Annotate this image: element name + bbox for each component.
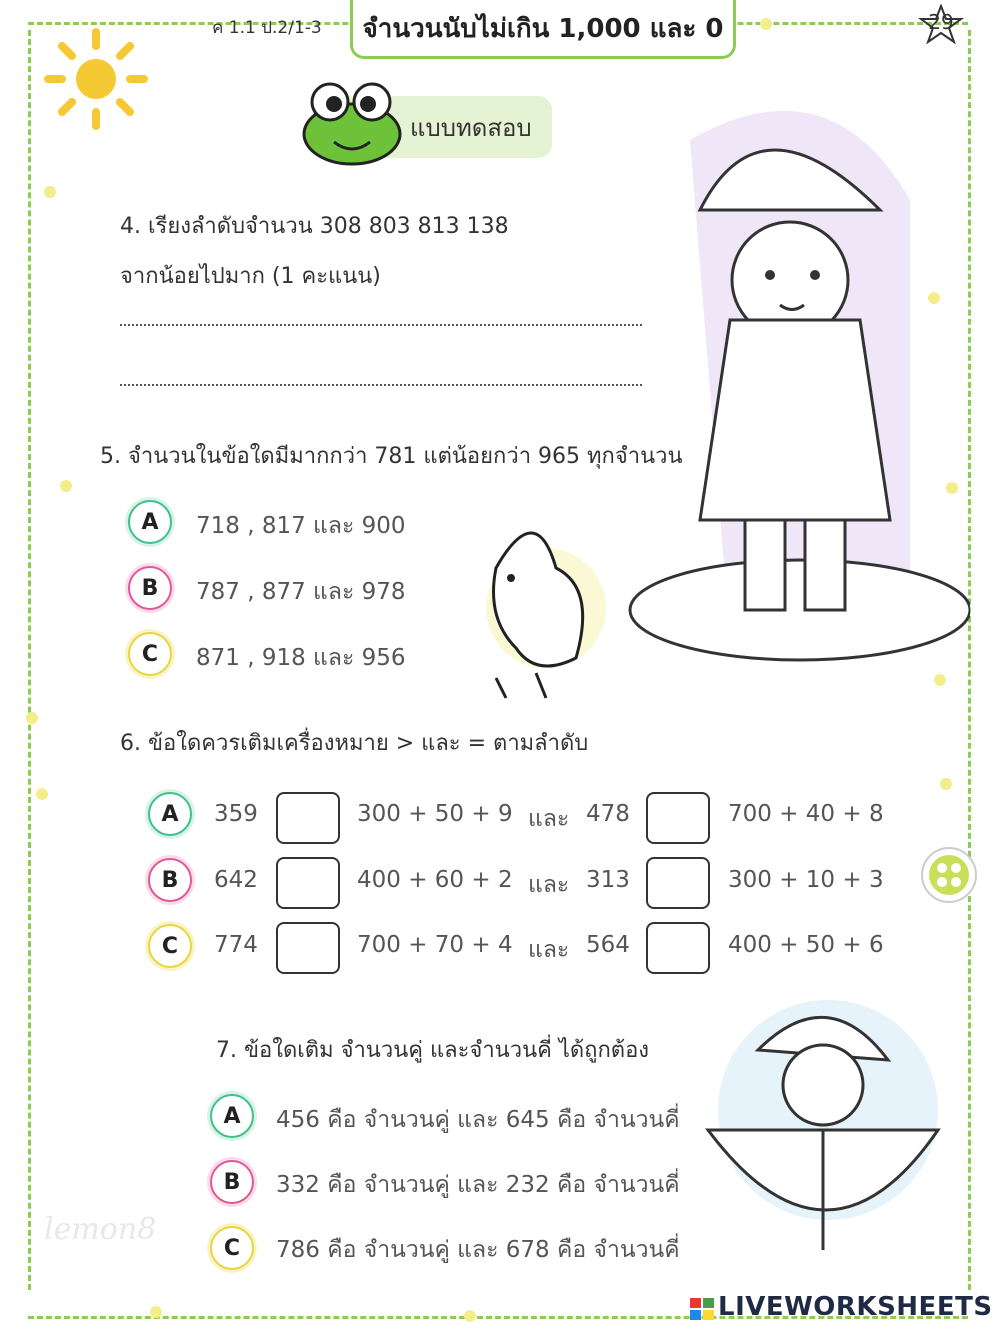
q5-option-a-text: 718 , 817 และ 900 bbox=[196, 513, 406, 539]
question-5-text: 5. จำนวนในข้อใดมีมากกว่า 781 แต่น้อยกว่า 965 ทุกจำนวน bbox=[100, 444, 683, 469]
question-7-text: 7. ข้อใดเติม จำนวนคู่ และจำนวนคี่ ได้ถูกต้อง bbox=[216, 1038, 650, 1063]
q6-c-number2: 564 bbox=[586, 932, 630, 958]
q6-a-answer-box-2[interactable] bbox=[646, 792, 710, 844]
q6-choice-a[interactable]: A bbox=[148, 792, 192, 836]
decor-dot bbox=[36, 788, 48, 800]
q6-b-expression2: 300 + 10 + 3 bbox=[728, 867, 884, 893]
q7-choice-b[interactable]: B bbox=[210, 1160, 254, 1204]
page-number-text: 29 bbox=[928, 10, 954, 34]
q6-a-number1: 359 bbox=[214, 801, 258, 827]
question-6-text: 6. ข้อใดควรเติมเครื่องหมาย > และ = ตามลำดับ bbox=[120, 731, 589, 756]
watermark: lemon8 bbox=[44, 1212, 157, 1247]
decor-dot bbox=[940, 778, 952, 790]
q5-choice-c[interactable]: C bbox=[128, 632, 172, 676]
q6-c-number1: 774 bbox=[214, 932, 258, 958]
flower-button-icon[interactable] bbox=[920, 846, 978, 904]
q7-choice-c[interactable]: C bbox=[210, 1226, 254, 1270]
q7-option-c-text: 786 คือ จำนวนคู่ และ 678 คือ จำนวนคี่ bbox=[276, 1237, 680, 1263]
q6-b-number1: 642 bbox=[214, 867, 258, 893]
q6-choice-b[interactable]: B bbox=[148, 858, 192, 902]
decor-dot bbox=[464, 1310, 476, 1322]
q6-c-expression2: 400 + 50 + 6 bbox=[728, 932, 884, 958]
q5-choice-b[interactable]: B bbox=[128, 566, 172, 610]
q6-a-number2: 478 bbox=[586, 801, 630, 827]
q6-a-expression2: 700 + 40 + 8 bbox=[728, 801, 884, 827]
q6-c-and: และ bbox=[528, 937, 570, 963]
page-number bbox=[918, 4, 964, 44]
decor-dot bbox=[44, 186, 56, 198]
decor-dot bbox=[26, 712, 38, 724]
q7-choice-a[interactable]: A bbox=[210, 1094, 254, 1138]
decor-dot bbox=[60, 480, 72, 492]
section-label: แบบทดสอบ bbox=[410, 114, 532, 142]
q6-b-and: และ bbox=[528, 872, 570, 898]
q6-b-expression1: 400 + 60 + 2 bbox=[357, 867, 513, 893]
brand-name[interactable]: LIVEWORKSHEETS bbox=[718, 1292, 993, 1322]
q6-c-answer-box-2[interactable] bbox=[646, 922, 710, 974]
decor-dot bbox=[150, 1306, 162, 1318]
q6-choice-c[interactable]: C bbox=[148, 924, 192, 968]
border-left bbox=[28, 30, 31, 1290]
q5-option-b-text: 787 , 877 และ 978 bbox=[196, 579, 406, 605]
question-4-subtext: จากน้อยไปมาก (1 คะแนน) bbox=[120, 264, 381, 289]
answer-line-1[interactable] bbox=[120, 324, 642, 326]
page-title-text: จำนวนนับไม่เกิน 1,000 และ 0 bbox=[362, 13, 724, 44]
answer-line-2[interactable] bbox=[120, 384, 642, 386]
sun-icon bbox=[36, 24, 156, 134]
q7-option-a-text: 456 คือ จำนวนคู่ และ 645 คือ จำนวนคี่ bbox=[276, 1107, 680, 1133]
q6-b-answer-box-2[interactable] bbox=[646, 857, 710, 909]
umbrella-kid-illustration bbox=[688, 990, 958, 1270]
q6-a-and: และ bbox=[528, 806, 570, 832]
curriculum-code: ค 1.1 ป.2/1-3 bbox=[212, 18, 322, 38]
frog-icon bbox=[300, 76, 404, 166]
q6-a-expression1: 300 + 50 + 9 bbox=[357, 801, 513, 827]
q7-option-b-text: 332 คือ จำนวนคู่ และ 232 คือ จำนวนคี่ bbox=[276, 1172, 680, 1198]
q6-b-answer-box-1[interactable] bbox=[276, 857, 340, 909]
girl-raincoat-illustration bbox=[610, 80, 970, 690]
q6-c-expression1: 700 + 70 + 4 bbox=[357, 932, 513, 958]
liveworksheets-logo-icon bbox=[690, 1298, 716, 1322]
chick-illustration bbox=[456, 508, 606, 708]
q6-c-answer-box-1[interactable] bbox=[276, 922, 340, 974]
q6-b-number2: 313 bbox=[586, 867, 630, 893]
question-4-text: 4. เรียงลำดับจำนวน 308 803 813 138 bbox=[120, 214, 509, 239]
q5-option-c-text: 871 , 918 และ 956 bbox=[196, 645, 406, 671]
decor-dot bbox=[760, 18, 772, 30]
q5-choice-a[interactable]: A bbox=[128, 500, 172, 544]
q6-a-answer-box-1[interactable] bbox=[276, 792, 340, 844]
page-title bbox=[350, 0, 736, 59]
